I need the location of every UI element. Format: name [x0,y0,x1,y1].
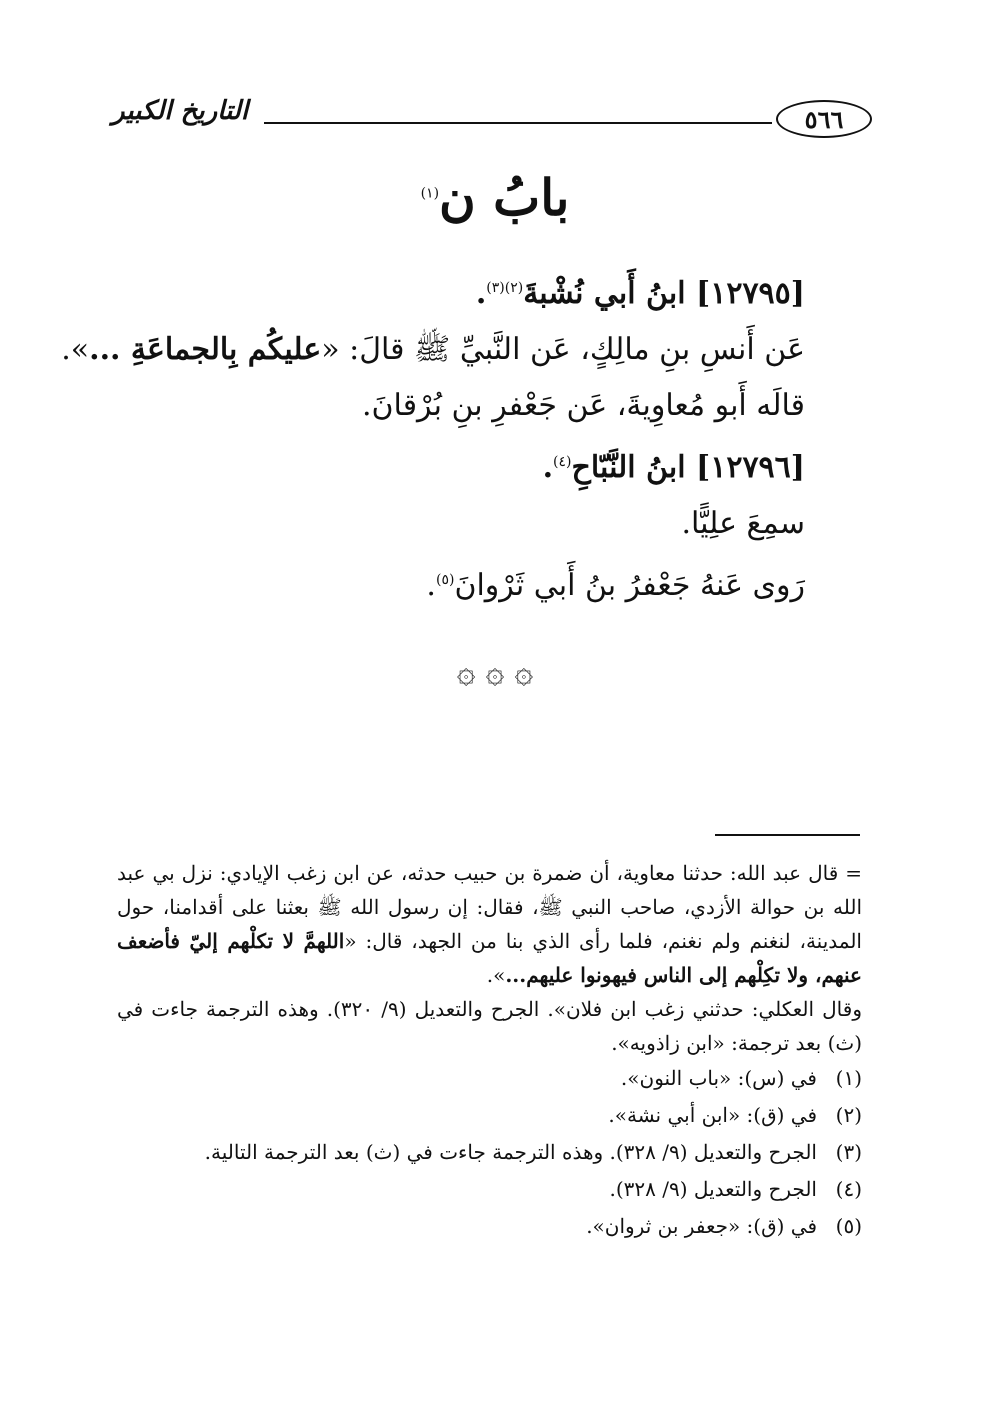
footnote-ref: (٥) [435,572,455,588]
footnote-item [117,1097,862,1134]
entry-text [61,322,805,378]
ornament-divider-icon: ۞ ۞ ۞ [456,652,534,690]
footnote-separator [715,834,860,836]
chapter-title [0,168,990,227]
footnote-number: (٢) [835,1103,862,1127]
footnote-continuation: وقال العكلي: حدثني زغب ابن فلان». الجرح والتعديل (٩/ ٣٢٠). وهذه الترجمة جاءت في (ث) بعد ترجمة: «ابن زاذويه». [117,997,862,1055]
page-header [112,92,872,152]
footnote-text: في (ق): «جعفر بن ثروان». [586,1214,817,1238]
footnote-ref: (٤) [553,454,572,470]
footnote-item [117,1060,862,1097]
header-rule [264,122,772,124]
running-title: التاريخ الكبير [112,96,249,126]
footnote-text: الجرح والتعديل (٩/ ٣٢٨). وهذه الترجمة جاءت في (ث) بعد الترجمة التالية. [204,1140,817,1164]
footnote-number: (٥) [835,1214,862,1238]
footnote-text: في (س): «باب النون». [620,1066,817,1090]
footnote-quote-end: ». [486,963,506,987]
footnote-text: الجرح والتعديل (٩/ ٣٢٨). [609,1177,817,1201]
entry-heading-text: [١٢٧٩٦] ابنُ النَّبّاحِ [571,450,805,485]
entry-narrator: قالَه أَبو مُعاوِيةَ، عَن جَعْفرِ بنِ بُرْقانَ. [361,388,805,423]
footnote-number: (٣) [835,1140,862,1164]
main-text [61,260,805,614]
entry-heading-text: [١٢٧٩٥] ابنُ أَبي نُشْبةَ [523,276,805,311]
footnote-number: (٤) [835,1177,862,1201]
text-before: عَن أَنسِ بنِ مالِكٍ، عَن النَّبيِّ ﷺ قالَ: « [321,332,805,367]
footnote-item [117,1208,862,1245]
entry-text: رَوى عَنهُ جَعْفرُ بنُ أَبي ثَرْوانَ$^{(٥)}$. [426,568,805,603]
entry-text-main: رَوى عَنهُ جَعْفرُ بنُ أَبي ثَرْوانَ [454,568,805,603]
footnote-text: في (ق): «ابن أبي نشة». [608,1103,817,1127]
footnote-number: (١) [835,1066,862,1090]
page-number: ٥٦٦ [776,100,872,138]
footnote-item [117,1171,862,1208]
entry-heading: [١٢٧٩٥] ابنُ أَبي نُشْبةَ$^{(٢)(٣)}$. [475,276,805,311]
footnote-continuation [117,856,862,992]
hadith-text: عليكُم بِالجماعَةِ ... [89,332,322,367]
footnote-ref: (٢)(٣) [486,280,524,296]
footnotes [117,856,862,1245]
text-after: ». [61,332,90,367]
footnote-item [117,1134,862,1171]
footnote-continuation-text: = قال عبد الله: حدثنا معاوية، أن ضمرة بن حبيب حدثه، عن ابن زغب الإيادي: نزل بي عبد الله بن حوالة الأزدي، صاحب النبي ﷺ، فقال: إن رسول الله ﷺ بعثنا على أقدامنا، حول المدينة، لنغنم ولم نغنم، فلما رأى الذي بنا من الجهد، قال: « [117,861,862,953]
chapter-footnote-ref: (١) [420,185,440,202]
entry-heading: [١٢٧٩٦] ابنُ النَّبّاحِ$^{(٤)}$. [542,450,805,485]
chapter-title-text: بابُ ن [439,168,570,227]
footnote-quote: اللهمَّ لا تكلْهم إليّ فأضعف عنهم، ولا تكِلْهم إلى الناس فيهونوا عليهم... [117,929,862,987]
entry-text: سمِعَ علِيًّا. [681,506,805,541]
